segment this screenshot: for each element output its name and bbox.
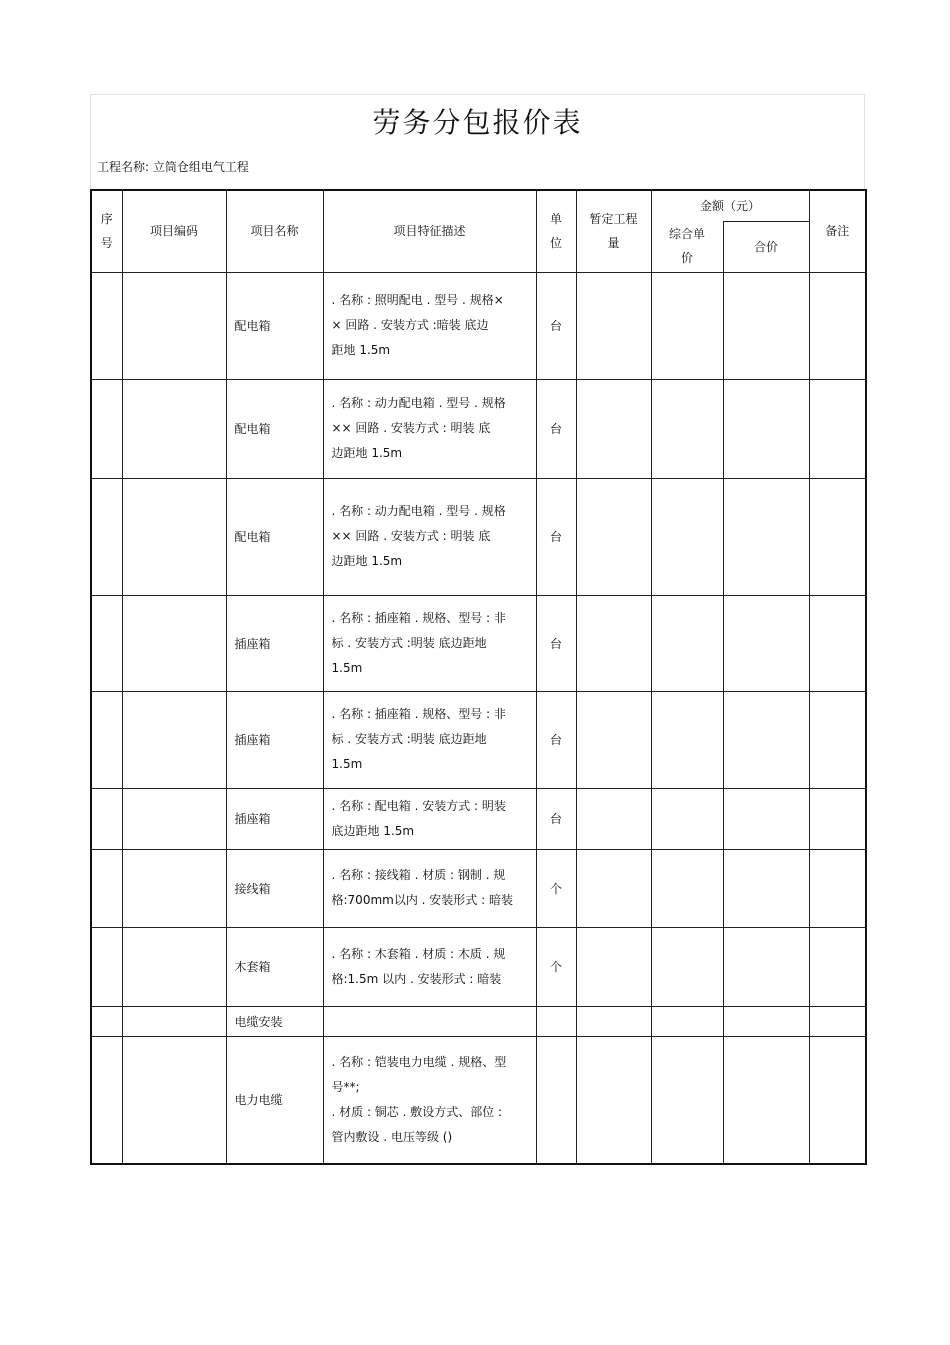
description-cell [323,1006,536,1036]
total-cell [723,788,809,849]
code-cell [122,272,226,379]
unit-price-cell [651,1036,723,1164]
description-cell: . 名称 : 照明配电 . 型号 . 规格× × 回路 . 安装方式 :暗装 底边 距地 1.5m [323,272,536,379]
table-row [91,788,866,849]
total-cell [723,272,809,379]
unit-price-cell [651,272,723,379]
remark-cell [809,1006,866,1036]
description-cell: . 名称 : 木套箱 . 材质 : 木质 . 规 格:1.5m 以内 . 安装形式 : 暗装 [323,927,536,1006]
qty-cell [576,691,651,788]
description-cell: . 名称 : 接线箱 . 材质 : 钢制 . 规 格:700mm以内 . 安装形式 : 暗装 [323,849,536,927]
unit-cell: 台 [536,595,576,691]
seq-cell [91,849,122,927]
header-code: 项目编码 [122,190,226,272]
table-row [91,272,866,379]
remark-cell [809,1036,866,1164]
remark-cell [809,849,866,927]
item-name-cell: 配电箱 [226,379,323,478]
header-desc: 项目特征描述 [323,190,536,272]
seq-cell [91,1036,122,1164]
unit-cell: 台 [536,478,576,595]
item-name-cell: 电力电缆 [226,1036,323,1164]
unit-cell: 个 [536,849,576,927]
code-cell [122,691,226,788]
description-cell: . 名称 : 插座箱 . 规格、型号 : 非 标 . 安装方式 :明装 底边距地 1.5m [323,691,536,788]
unit-cell: 台 [536,272,576,379]
code-cell [122,595,226,691]
qty-cell [576,595,651,691]
code-cell [122,849,226,927]
total-cell [723,849,809,927]
header-seq: 序 号 [91,190,122,272]
sheet-header [90,94,865,189]
item-name-cell: 木套箱 [226,927,323,1006]
item-name-cell: 电缆安装 [226,1006,323,1036]
unit-cell: 台 [536,691,576,788]
code-cell [122,478,226,595]
table-row [91,1036,866,1164]
description-cell: . 名称 : 插座箱 . 规格、型号 : 非 标 . 安装方式 :明装 底边距地 1.5m [323,595,536,691]
seq-cell [91,691,122,788]
remark-cell [809,788,866,849]
seq-cell [91,927,122,1006]
table-row [91,379,866,478]
qty-cell [576,379,651,478]
seq-cell [91,1006,122,1036]
remark-cell [809,595,866,691]
unit-price-cell [651,788,723,849]
header-amount: 金额（元） [651,190,809,221]
table-row [91,849,866,927]
total-cell [723,478,809,595]
header-total: 合价 [723,221,809,272]
unit-price-cell [651,379,723,478]
unit-price-cell [651,849,723,927]
remark-cell [809,927,866,1006]
header-unit: 单 位 [536,190,576,272]
item-name-cell: 配电箱 [226,272,323,379]
remark-cell [809,272,866,379]
total-cell [723,691,809,788]
header-name: 项目名称 [226,190,323,272]
qty-cell [576,478,651,595]
table-body [91,272,866,1164]
table-row [91,1006,866,1036]
qty-cell [576,272,651,379]
description-cell: . 名称 : 动力配电箱 . 型号 . 规格 ×× 回路 . 安装方式 : 明装 底 边距地 1.5m [323,379,536,478]
unit-price-cell [651,1006,723,1036]
unit-cell: 台 [536,379,576,478]
header-unit-price: 综合单 价 [651,221,723,272]
qty-cell [576,849,651,927]
unit-cell: 台 [536,788,576,849]
qty-cell [576,1006,651,1036]
table-row [91,927,866,1006]
remark-cell [809,379,866,478]
total-cell [723,595,809,691]
description-cell: . 名称 : 配电箱 . 安装方式 : 明装 底边距地 1.5m [323,788,536,849]
page-title: 劳务分包报价表 [372,106,583,139]
total-cell [723,1036,809,1164]
remark-cell [809,478,866,595]
qty-cell [576,1036,651,1164]
item-name-cell: 接线箱 [226,849,323,927]
header-qty: 暂定工程 量 [576,190,651,272]
item-name-cell: 插座箱 [226,595,323,691]
item-name-cell: 配电箱 [226,478,323,595]
code-cell [122,927,226,1006]
total-cell [723,927,809,1006]
total-cell [723,1006,809,1036]
description-cell: . 名称 : 铠装电力电缆 . 规格、型 号**; . 材质 : 铜芯 . 敷设方式、部位 : 管内敷设 . 电压等级 () [323,1036,536,1164]
seq-cell [91,379,122,478]
unit-cell [536,1036,576,1164]
total-cell [723,379,809,478]
seq-cell [91,478,122,595]
unit-price-cell [651,478,723,595]
qty-cell [576,927,651,1006]
unit-price-cell [651,595,723,691]
seq-cell [91,272,122,379]
remark-cell [809,691,866,788]
unit-price-cell [651,927,723,1006]
description-cell: . 名称 : 动力配电箱 . 型号 . 规格 ×× 回路 . 安装方式 : 明装 底 边距地 1.5m [323,478,536,595]
quote-sheet [90,94,865,1165]
item-name-cell: 插座箱 [226,788,323,849]
unit-cell: 个 [536,927,576,1006]
code-cell [122,1036,226,1164]
table-row [91,691,866,788]
qty-cell [576,788,651,849]
unit-cell [536,1006,576,1036]
seq-cell [91,595,122,691]
table-row [91,595,866,691]
table-row [91,478,866,595]
seq-cell [91,788,122,849]
header-remark: 备注 [809,190,866,272]
code-cell [122,1006,226,1036]
code-cell [122,788,226,849]
code-cell [122,379,226,478]
unit-price-cell [651,691,723,788]
item-name-cell: 插座箱 [226,691,323,788]
quote-table [90,189,867,1165]
project-name: 工程名称: 立筒仓组电气工程 [97,160,249,174]
